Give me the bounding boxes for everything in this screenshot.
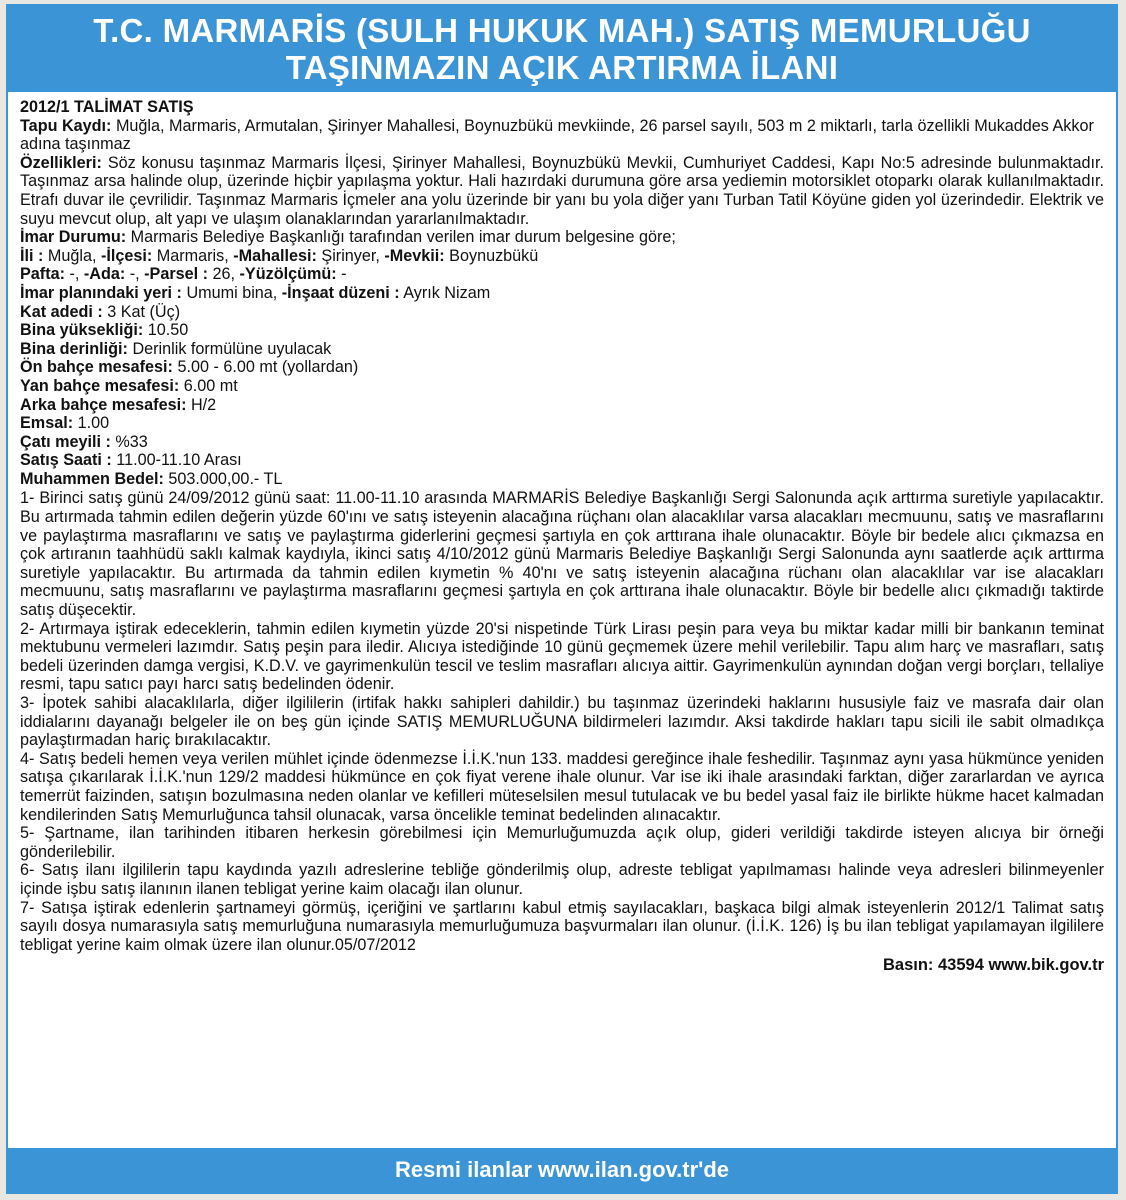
parcel-line [20,265,1104,284]
spec-row [20,358,1104,377]
spec-value: 11.00-11.10 Arası [116,451,242,470]
spec-row [20,321,1104,340]
spec-row [20,340,1104,359]
plan-yeri-label: İmar planındaki yeri : [20,283,182,302]
spec-label: Kat adedi : [20,302,103,321]
condition-item: 5- Şartname, ilan tarihinden itibaren herkesin görebilmesi için Memurluğumuzda açık olup, gideri verildiği takdirde isteyen alıcıya bir örneği gönderilebilir. [20,824,1104,861]
spec-row [20,396,1104,415]
yuzolcum-label: -Yüzölçümü: [239,265,337,284]
mahalle-value: Şirinyer, [321,246,380,265]
spec-value: 5.00 - 6.00 mt (yollardan) [177,358,359,377]
spec-row [20,377,1104,396]
spec-value: H/2 [190,395,217,414]
spec-row [20,470,1104,489]
spec-label: Muhammen Bedel: [20,469,164,488]
spec-row [20,414,1104,433]
spec-value: 3 Kat (Üç) [107,302,181,321]
spec-value: 10.50 [147,321,189,340]
press-reference: Basın: 43594 www.bik.gov.tr [883,956,1104,975]
pafta-label: Pafta: [20,265,65,284]
header-title-line2: TAŞINMAZIN AÇIK ARTIRMA İLANI [285,49,839,86]
field-label: Özellikleri: [20,153,102,172]
field-label: İmar Durumu: [20,228,127,247]
ada-label: -Ada: [83,265,126,284]
spec-label: Yan bahçe mesafesi: [20,376,180,395]
spec-label: Arka bahçe mesafesi: [20,395,187,414]
il-value: Muğla, [47,246,97,265]
header-title-line1: T.C. MARMARİS (SULH HUKUK MAH.) SATIŞ MEMURLUĞU [93,12,1031,49]
field-value: Marmaris Belediye Başkanlığı tarafından verilen imar durum belgesine göre; [130,228,676,247]
mevki-value: Boynuzbükü [449,246,539,265]
announcement-sheet [6,4,1118,1194]
spec-value: 503.000,00.- TL [168,469,283,488]
condition-item: 4- Satış bedeli hemen veya verilen mühlet içinde ödenmezse İ.İ.K.'nun 133. maddesi gereğince ihale feshedilir. Taşınmaz aynı yasa hükmünce yeniden satışa çıkarılarak İ.İ.K.'nun 129/2 maddesi hükmünce en çok fiyat verene ihale olunur. Var ise iki ihale arasındaki farktan, diğer zararlardan ve ayrıca temerrüt faizinden, satışın bozulmasına neden olanlar ve kefilleri müteselsilen mesul tutulacak ve bu bedel yasal faiz ile birlikte hükme hacet kalmadan kendilerinden Satış Memurluğunca tahsil olunacak, varsa öncelikle teminat bedelinden alınacaktır. [20,749,1104,824]
field-value: Söz konusu taşınmaz Marmaris İlçesi, Şirinyer Mahallesi, Boynuzbükü Mevkii, Cumhuriyet Caddesi, Kapı No:5 adresinde bulunmaktadır. Taşınmaz arsa halinde olup, üzerinde hiçbir yapılaşma yoktur. Hali hazırdaki durumuna göre arsa yediemin motorsiklet otoparkı olarak kullanılmaktadır. Etrafı duvar ile çevrilidir. Taşınmaz Marmaris İçmeler ana yolu üzerinde bir yanı bu yola diğer yanı Turban Tatil Köyüne giden yol üzerindedir. Elektrik ve suyu mevcut olup, alt yapı ve ulaşım olanaklarından yararlanılmaktadır. [20,153,1105,228]
field-tapu-kaydi [20,117,1104,154]
spec-label: Ön bahçe mesafesi: [20,358,173,377]
ilce-label: -İlçesi: [100,246,153,265]
spec-value: 6.00 mt [183,376,238,395]
spec-label: Emsal: [20,414,74,433]
insaat-duzeni-label: -İnşaat düzeni : [281,283,400,302]
spec-row [20,303,1104,322]
spec-value: Derinlik formülüne uyulacak [132,339,332,358]
conditions-list [20,489,1104,954]
case-title: 2012/1 TALİMAT SATIŞ [20,98,194,116]
spec-label: Satış Saati : [20,451,112,470]
spec-value: %33 [115,432,148,451]
field-label: Tapu Kaydı: [20,116,112,135]
ada-value: -, [129,265,140,284]
field-value: Muğla, Marmaris, Armutalan, Şirinyer Mahallesi, Boynuzbükü mevkiinde, 26 parsel sayılı, 503 m 2 miktarlı, tarla özellikli Mukaddes Akkor adına taşınmaz [20,116,1094,154]
spec-row [20,451,1104,470]
announcement-body [8,92,1116,975]
location-line [20,247,1104,266]
field-ozellikleri [20,154,1104,228]
spec-list [20,303,1104,489]
field-imar-durumu [20,228,1104,247]
ilce-value: Marmaris, [156,246,229,265]
mahalle-label: -Mahallesi: [233,246,317,265]
mevki-label: -Mevkii: [384,246,445,265]
spec-label: Çatı meyili : [20,432,111,451]
il-label: İli : [20,246,44,265]
spec-row [20,433,1104,452]
condition-item: 7- Satışa iştirak edenlerin şartnameyi görmüş, içeriğini ve şartlarını kabul etmiş sayılacakları, başkaca bilgi almak isteyenlerin 2012/1 Talimat satış sayılı dosya numarasıyla satış memurluğuna numarasıyla memurluğumuza başvurmaları ilan olunur. (İ.İ.K. 126) İş bu ilan tebligat yapılamayan ilgililere tebligat yerine kaim olmak üzere ilan olunur.05/07/2012 [20,898,1104,954]
condition-item: 2- Artırmaya iştirak edeceklerin, tahmin edilen kıymetin yüzde 20'si nispetinde Türk Lirası peşin para veya bu miktar kadar milli bir bankanın teminat mektubunu vermeleri lazımdır. Satış peşin para iledir. Alıcıya istediğinde 10 günü geçmemek üzere mehil verilebilir. Tapu alım harç ve masrafları, satış bedeli üzerinden damga vergisi, K.D.V. ve gayrimenkulün tescil ve teslim masrafları alıcıya aittir. Gayrimenkulün aynından doğan vergi borçları, tellaliye resmi, tapu satıcı payı harcı satış bedelinden ödenir. [20,619,1104,694]
plan-yeri-value: Umumi bina, [186,283,278,302]
parsel-value: 26, [212,265,236,284]
yuzolcum-value: - [341,265,347,284]
plan-line [20,284,1104,303]
insaat-duzeni-value: Ayrık Nizam [403,283,491,302]
spec-value: 1.00 [77,414,110,433]
condition-item: 3- İpotek sahibi alacaklılarla, diğer ilgililerin (irtifak hakkı sahipleri dahildir.) bu taşınmaz üzerindeki haklarını hususiyle faiz ve masrafa dair olan iddialarını dayanağı belgeler ile on beş gün içinde SATIŞ MEMURLUĞUNA bildirmeleri lazımdır. Aksi takdirde hakları tapu sicili ile sabit olmadıkça paylaştırmadan hariç bırakılacaktır. [20,694,1104,750]
spec-label: Bina derinliği: [20,339,128,358]
condition-item: 6- Satış ilanı ilgililerin tapu kaydında yazılı adreslerine tebliğe gönderilmiş olup, adreste tebligat yapılmaması halinde veya adresleri bilinmeyenler içinde işbu satış ilanının ilanen tebligat yerine kaim olacağı ilan olunur. [20,861,1104,898]
spec-label: Bina yüksekliği: [20,321,144,340]
condition-item: 1- Birinci satış günü 24/09/2012 günü saat: 11.00-11.10 arasında MARMARİS Belediye Başkanlığı Sergi Salonunda açık arttırma suretiyle yapılacaktır. Bu artırmada tahmin edilen değerin yüzde 60'ını ve satış isteyenin alacağına rüçhanı olan alacaklılar varsa alacakları mecmuunu, satış ve masraflarını ve paylaştırma masraflarını ve satış ve paylaştırma giderlerini geçmesi şartıyla en çok arttırana ihale olunacaktır. Böyle bir bedele alıcı çıkmazsa en çok artıranın taahhüdü saklı kalmak kaydıyla, ikinci satış 4/10/2012 günü Marmaris Belediye Başkanlığı Sergi Salonunda aynı saatlerde açık arttırma suretiyle yapılacaktır. Bu artırmada da tahmin edilen kıymetin % 40'nı ve satış isteyenin alacağına rüchanı olan alacaklılar var ise alacakları mecmuunu, satış masraflarını ve paylaştırma masraflarını geçmesi şartıyla en çok arttırana ihale olunacaktır. Böyle bir bedelle alıcı çıkmadığı taktirde satış düşecektir. [20,489,1104,620]
parsel-label: -Parsel : [144,265,209,284]
footer-banner: Resmi ilanlar www.ilan.gov.tr'de [8,1148,1116,1192]
pafta-value: -, [69,265,80,284]
announcement-header [8,6,1116,92]
